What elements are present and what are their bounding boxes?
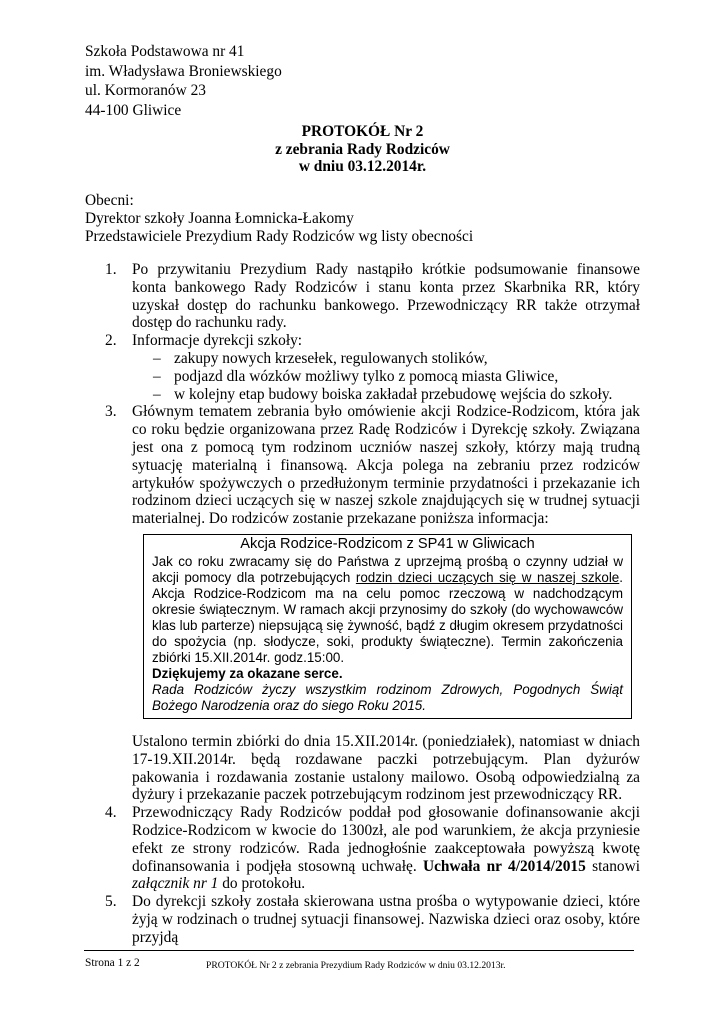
announcement-text-b: . Akcja Rodzice-Rodzicom ma na celu pomoc rzeczową w nadchodzącym okresie świątecznym. W ramach akcji przynosimy do szkoły (do wychowawców klas lub parterze) niepsującą się żywność, bądź z długim okresem przydatności do spożycia (np. słodycze, soki, produkty świąteczne). Termin zakończenia zbiórki 15.XII.2014r. godz.15:00. [152,569,623,665]
sub-item [85,350,640,368]
announcement-thanks: Dziękujemy za okazane serce. [152,665,343,681]
school-street: ul. Kormoranów 23 [85,82,206,99]
attendees-heading: Obecni: [85,192,134,209]
list-item-5 [85,893,640,946]
attendee-director: Dyrektor szkoły Joanna Łomnicka-Łakomy [85,210,354,227]
footer-document-title: PROTOKÓŁ Nr 2 z zebrania Prezydium Rady Rodziców w dniu 03.12.2013r. [206,960,506,971]
announcement-text-a: Jak co roku zwracamy się do Państwa z uprzejmą prośbą o czynny udział w akcji pomocy dla potrzebujących [152,553,623,585]
announcement-wishes: Rada Rodziców życzy wszystkim rodzinom Zdrowych, Pogodnych Świąt Bożego Narodzenia oraz do siego Roku 2015. [152,681,623,713]
dash-bullet: – [153,367,161,385]
footer-divider [84,950,634,951]
list-item-3 [85,403,640,528]
document-title [0,123,725,176]
resolution-number: Uchwała nr 4/2014/2015 [422,857,586,875]
item-text: Po przywitaniu Prezydium Rady nastąpiło krótkie podsumowanie finansowe konta bankowego Rady Rodziców i stanu konta przez Skarbnika RR, który uzyskał dostęp do rachunku bankowego. Przewodniczący RR także otrzymał dostęp do rachunku rady. [132,261,640,332]
item-number: 5. [105,893,117,911]
page-number: Strona 1 z 2 [85,957,140,969]
item-text: Głównym tematem zebrania było omówienie akcji Rodzice-Rodzicom, która jak co roku będzie organizowana przez Radę Rodziców i Dyrekcję szkoły. Związana jest ona z pomocą tym rodzinom uczniów naszej szkoły, którzy mają trudną sytuację materialną i finansową. Akcja polega na zebraniu przez rodziców artykułów spożywczych o przedłużonym terminie przydatności i przekazanie ich rodzinom dzieci uczących się w naszej szkole znajdujących się w trudnej sytuacji materialnej. Do rodziców zostanie przekazane poniższa informacja: [132,403,640,528]
sub-item [85,386,640,404]
item-4-text-a: Przewodniczący Rady Rodziców poddał pod głosowanie dofinansowanie akcji Rodzice-Rodzicom w kwocie do 1300zł, ale pod warunkiem, że akcja przyniesie efekt ze strony rodziców. Rada jednogłośnie zaakceptowała powyższą kwotę dofinansowania i podjęła stosowną uchwałę. [132,804,640,875]
item-text [132,804,640,893]
list-item-2 [85,332,640,403]
item-text: Informacje dyrekcji szkoły: [132,332,303,350]
item-3-continuation: Ustalono termin zbiórki do dnia 15.XII.2014r. (poniedziałek), natomiast w dniach 17-19.XII.2014r. będą rozdawane paczki potrzebującym. Plan dyżurów pakowania i rozdawania zostanie ustalony mailowo. Osobą odpowiedzialną za dyżury i przekazanie paczek potrzebującym rodzinom jest przewodniczący RR. [132,732,640,804]
attendee-presidium: Przedstawiciele Prezydium Rady Rodziców wg listy obecności [85,228,474,245]
school-name: Szkoła Podstawowa nr 41 [85,43,245,60]
item-number: 1. [105,261,117,278]
list-item-1 [85,261,640,332]
dash-bullet: – [153,349,161,367]
list-item-4 [85,804,640,893]
attachment-reference: załącznik nr 1 [132,875,219,893]
item-number: 2. [105,332,117,350]
announcement-box [143,534,632,719]
item-number: 4. [105,804,117,822]
sub-item-text: podjazd dla wózków możliwy tylko z pomocą miasta Gliwice, [174,367,559,385]
item-number: 3. [105,403,117,421]
item-4-text-c: do protokołu. [218,875,306,893]
item-text: Do dyrekcji szkoły została skierowana ustna prośba o wytypowanie dzieci, które żyją w rodzinach o trudnej sytuacji finansowej. Nazwiska dzieci oraz osoby, które przyjdą [132,893,640,946]
school-address [85,42,282,120]
attendees [85,192,473,246]
school-city: 44-100 Gliwice [85,101,182,119]
title-line-3: w dniu 03.12.2014r. [298,158,427,176]
minutes-list [85,261,640,947]
school-patron: im. Władysława Broniewskiego [85,62,282,80]
announcement-underlined: rodzin dzieci uczących się w naszej szkole [355,569,620,585]
sub-item [85,368,640,386]
announcement-heading: Akcja Rodzice-Rodzicom z SP41 w Gliwicach [240,535,535,552]
title-line-2: z zebrania Rady Rodziców [275,140,450,158]
title-line-1: PROTOKÓŁ Nr 2 [301,123,424,140]
announcement-body [152,554,623,666]
sub-item-text: w kolejny etap budowy boiska zakładał przebudowę wejścia do szkoły. [174,385,613,403]
sub-item-text: zakupy nowych krzesełek, regulowanych stolików, [174,349,488,367]
dash-bullet: – [153,385,161,403]
item-4-text-b: stanowi [585,857,640,875]
